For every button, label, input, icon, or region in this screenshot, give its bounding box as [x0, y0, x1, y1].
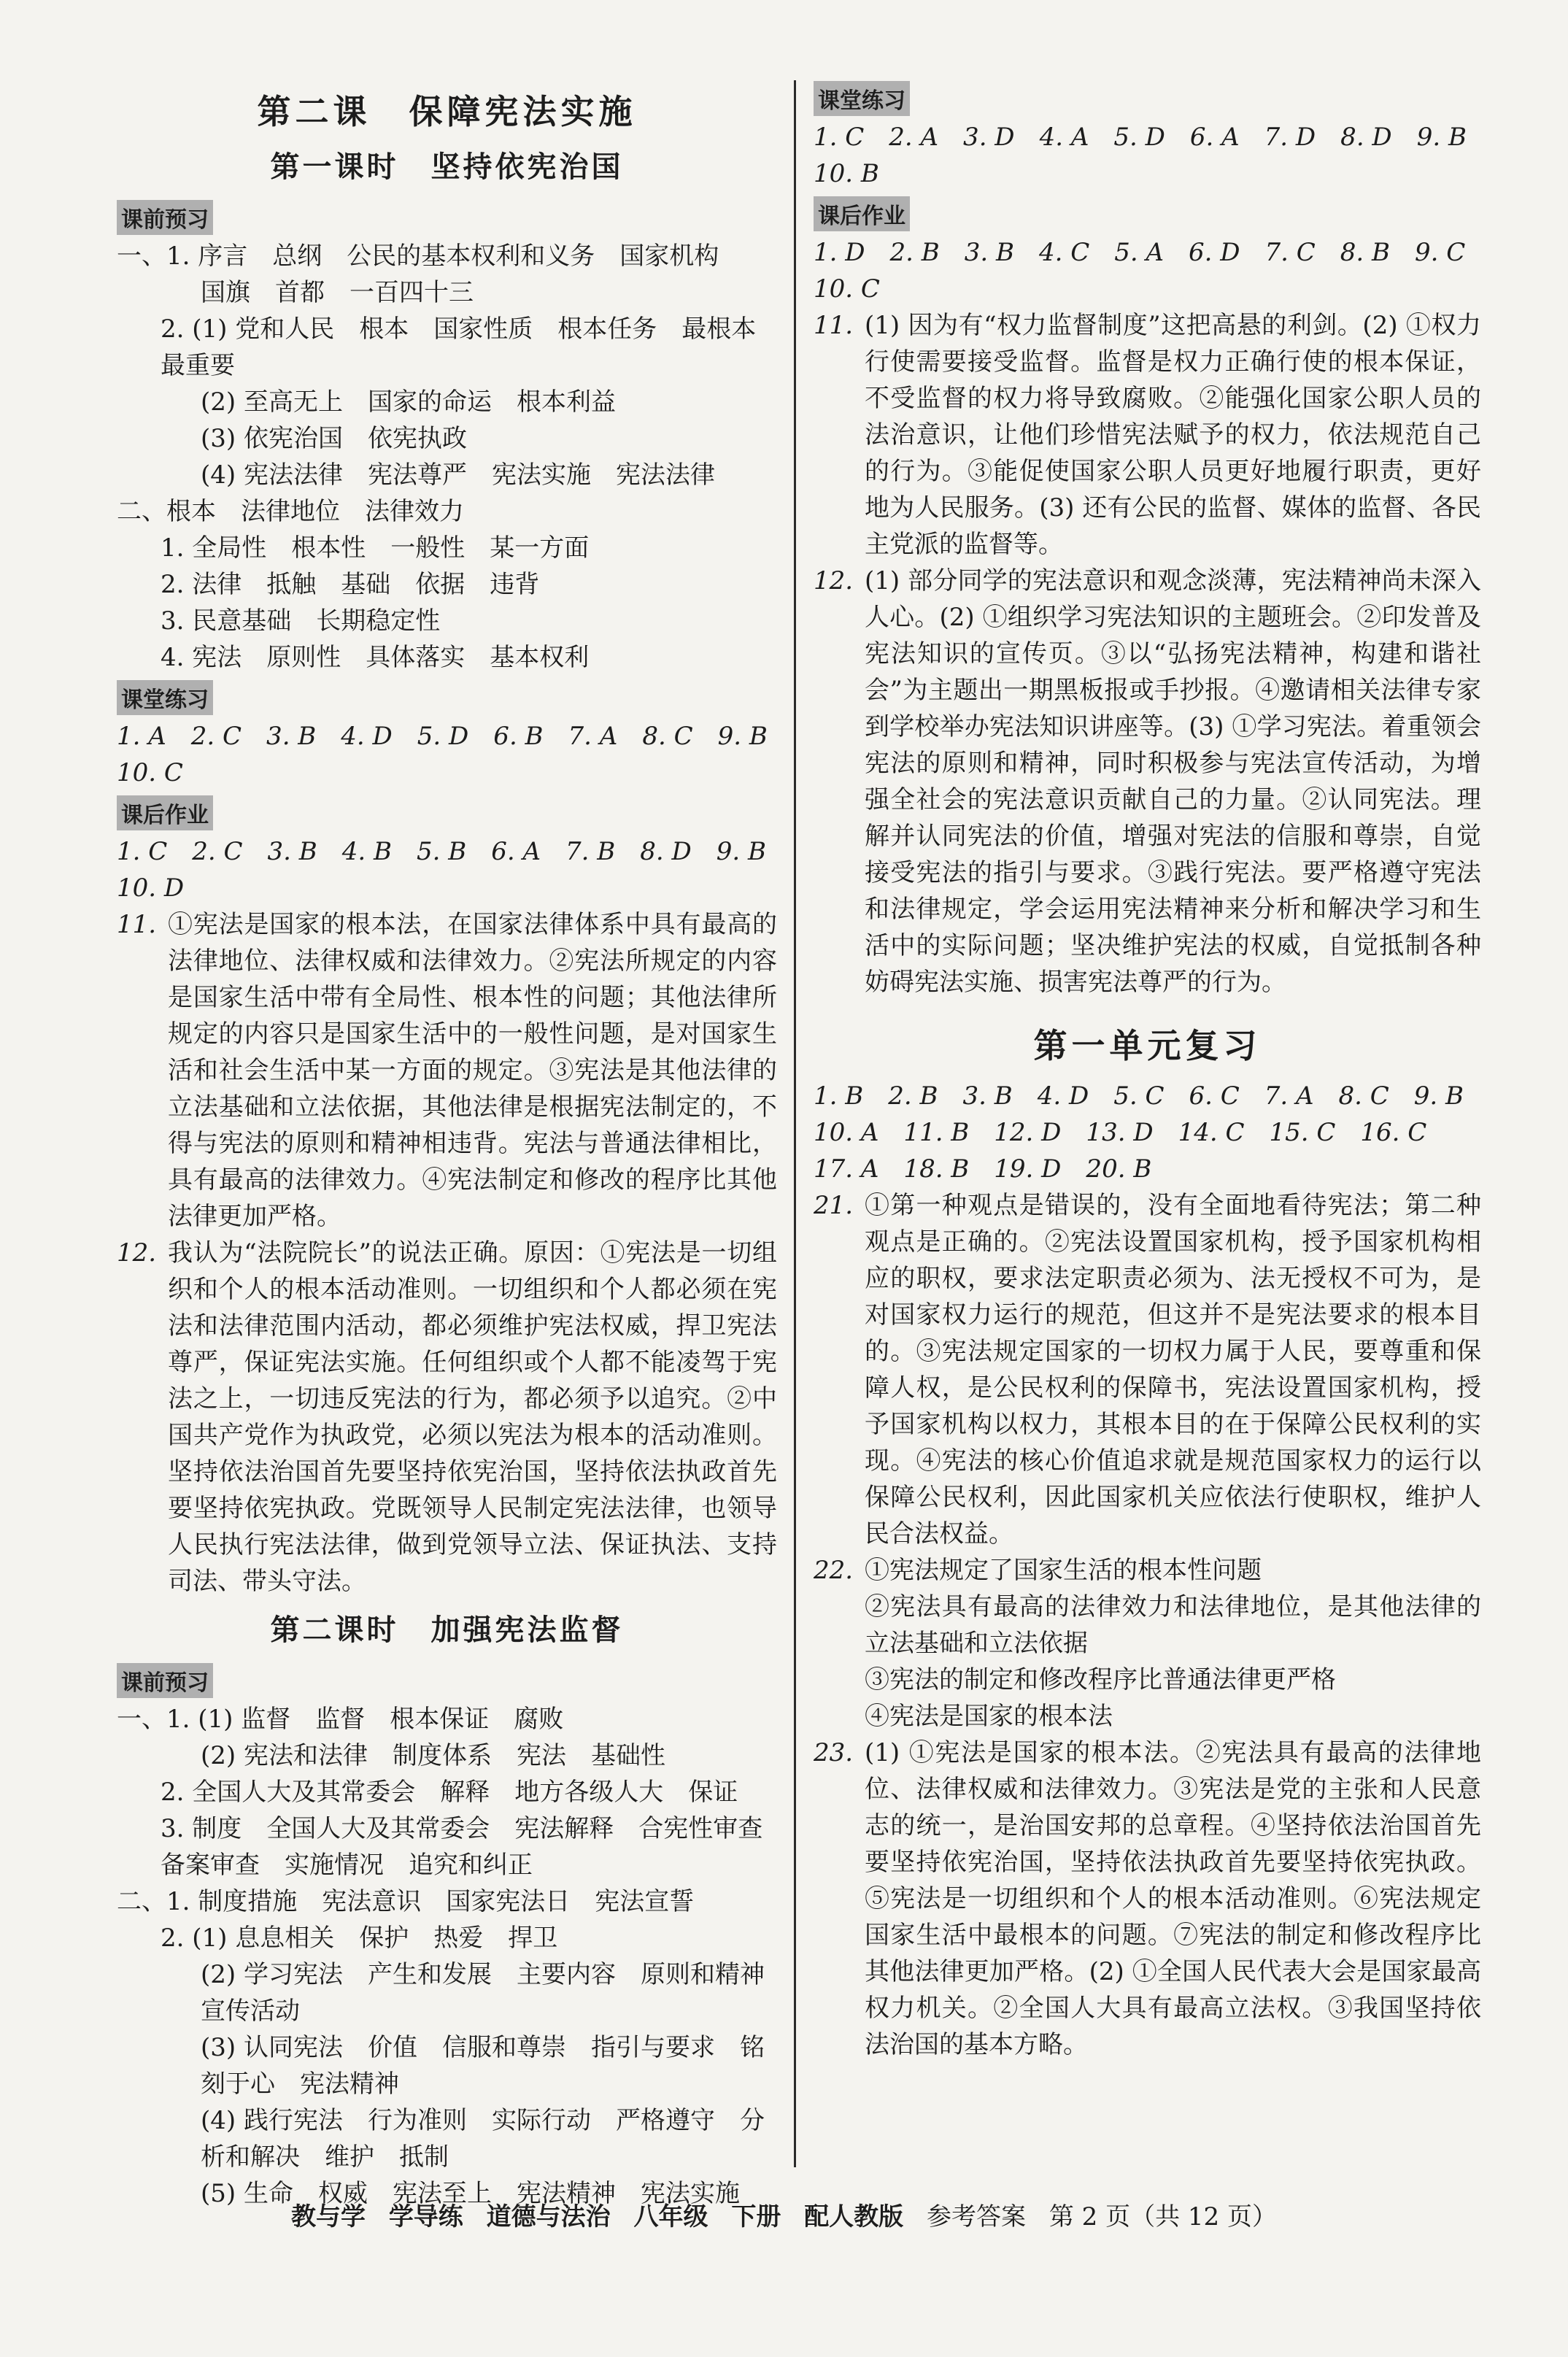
question-answer: ①第一种观点是错误的，没有全面地看待宪法；第二种观点是正确的。②宪法设置国家机构，授予国家机构相应的职权，要求法定职责必须为、法无授权不可为，是对国家权力运行的规范，但这并不是宪法要求的根本目的。③宪法规定国家的一切权力属于人民，要尊重和保障人权，是公民权利的保障书，宪法设置国家机构，授予国家机构以权力，其根本目的在于保障公民权利的实现。④宪法的核心价值追求就是规范国家权力的运行以保障公民权利，因此国家机关应依法行使职权，维护人民合法权益。 [865, 1191, 1481, 1548]
answer-line: 17. A 18. B 19. D 20. B [814, 1154, 1152, 1184]
question-23 [814, 1735, 1481, 2063]
section-tag-preview: 课前预习 [117, 200, 213, 235]
answer-line: 国旗 首都 一百四十三 [201, 278, 474, 307]
answer-line: ①宪法规定了国家生活的根本性问题 [865, 1556, 1262, 1585]
answer-line: ②宪法具有最高的法律效力和法律地位，是其他法律的立法基础和立法依据 [865, 1592, 1481, 1658]
question-answer [865, 1552, 1481, 1735]
question-answer: ①宪法是国家的根本法，在国家法律体系中具有最高的法律地位、法律权威和法律效力。②宪法所规定的内容是国家生活中带有全局性、根本性的问题；其他法律所规定的内容只是国家生活中的一般性问题，是对国家生活和社会生活中某一方面的规定。③宪法是其他法律的立法基础和立法依据，其他法律是根据宪法制定的，不得与宪法的原则和精神相违背。宪法与普通法律相比，具有最高的法律效力。④宪法制定和修改的程序比其他法律更加严格。 [168, 910, 777, 1231]
question-number: 12. [117, 1238, 157, 1268]
column-divider [794, 80, 796, 2167]
answer-line: 3. 制度 全国人大及其常委会 宪法解释 合宪性审查 备案审查 实施情况 追究和纠正 [161, 1814, 788, 1880]
answer-line: 10. D [117, 873, 185, 903]
answer-line: 1. 全局性 根本性 一般性 某一方面 [161, 533, 590, 563]
right-column [814, 77, 1481, 2063]
answer-line: 一、1. 序言 总纲 公民的基本权利和义务 国家机构 [117, 242, 719, 271]
question-number: 22. [814, 1556, 854, 1585]
answer-line: 10. C [117, 758, 183, 787]
question-number: 12. [814, 566, 854, 595]
answer-line: 二、根本 法律地位 法律效力 [117, 497, 464, 526]
answer-line: (2) 学习宪法 产生和发展 主要内容 原则和精神 宣传活动 [201, 1960, 789, 2026]
page-footer [0, 2196, 1568, 2232]
answer-line: 二、1. 制度措施 宪法意识 国家宪法日 宪法宣誓 [117, 1887, 695, 1916]
question-answer: (1) ①宪法是国家的根本法。②宪法具有最高的法律地位、法律权威和法律效力。③宪法是党的主张和人民意志的统一，是治国安邦的总章程。④坚持依法治国首先要坚持依宪治国，坚持依法执政首先要坚持依宪执政。⑤宪法是一切组织和个人的根本活动准则。⑥宪法规定国家生活中最根本的问题。⑦宪法的制定和修改程序比其他法律更加严格。(2) ①全国人民代表大会是国家最高权力机关。②全国人大具有最高立法权。③我国坚持依法治国的基本方略。 [865, 1738, 1481, 2059]
left-column [117, 77, 789, 2212]
question-12 [117, 1235, 777, 1600]
question-number: 11. [117, 910, 157, 939]
question-answer: 我认为“法院院长”的说法正确。原因：①宪法是一切组织和个人的根本活动准则。一切组织和个人都必须在宪法和法律范围内活动，都必须维护宪法权威，捍卫宪法尊严，保证宪法实施。任何组织或个人都不能凌驾于宪法之上，一切违反宪法的行为，都必须予以追究。②中国共产党作为执政党，必须以宪法为根本的活动准则。坚持依法治国首先要坚持依宪治国，坚持依法执政首先要坚持依宪执政。党既领导人民制定宪法法律，也领导人民执行宪法法律，做到党领导立法、保证执法、支持司法、带头守法。 [168, 1238, 777, 1596]
question-answer: (1) 部分同学的宪法意识和观念淡薄，宪法精神尚未深入人心。(2) ①组织学习宪法知识的主题班会。②印发普及宪法知识的宣传页。③以“弘扬宪法精神，构建和谐社会”为主题出一期黑板报或手抄报。④邀请相关法律专家到学校举办宪法知识讲座等。(3) ①学习宪法。着重领会宪法的原则和精神，同时积极参与宪法宣传活动，为增强全社会的宪法意识贡献自己的力量。②认同宪法。理解并认同宪法的价值，增强对宪法的信服和尊崇，自觉接受宪法的指引与要求。③践行宪法。要严格遵守宪法和法律规定，学会运用宪法精神来分析和解决学习和生活中的实际问题；坚决维护宪法的权威，自觉抵制各种妨碍宪法实施、损害宪法尊严的行为。 [865, 566, 1481, 997]
answer-line: 2. (1) 党和人民 根本 国家性质 根本任务 最根本 最重要 [161, 315, 781, 380]
answer-line: ④宪法是国家的根本法 [865, 1702, 1113, 1731]
footer-edition: 配人教版 [804, 2202, 904, 2231]
answer-line: 4. 宪法 原则性 具体落实 基本权利 [161, 643, 590, 672]
unit-review-title: 第一单元复习 [1033, 1026, 1262, 1065]
answer-line: (4) 宪法法律 宪法尊严 宪法实施 宪法法律 [201, 460, 715, 490]
lesson-title: 第二课 保障宪法实施 [257, 92, 637, 131]
answer-line: 3. 民意基础 长期稳定性 [161, 606, 441, 636]
answer-line: 1. D 2. B 3. B 4. C 5. A 6. D 7. C 8. B 9. C [814, 238, 1466, 267]
question-number: 23. [814, 1738, 854, 1767]
footer-page-number: 第 2 页（共 12 页） [1048, 2202, 1278, 2231]
period1-title: 第一课时 坚持依宪治国 [270, 150, 624, 184]
question-answer: (1) 因为有“权力监督制度”这把高悬的利剑。(2) ①权力行使需要接受监督。监督是权力正确行使的根本保证，不受监督的权力将导致腐败。②能强化国家公职人员的法治意识，让他们珍惜宪法赋予的权力，依法规范自己的行为。③能促使国家公职人员更好地履行职责，更好地为人民服务。(3) 还有公民的监督、媒体的监督、各民主党派的监督等。 [865, 311, 1481, 559]
footer-subject: 道德与法治 [486, 2202, 611, 2231]
answer-line: 2. (1) 息息相关 保护 热爱 捍卫 [161, 1924, 558, 1953]
section-tag-homework: 课后作业 [117, 795, 213, 830]
answer-line: 2. 全国人大及其常委会 解释 地方各级人大 保证 [161, 1778, 738, 1807]
footer-volume: 下册 [731, 2202, 781, 2231]
answer-line: 1. B 2. B 3. B 4. D 5. C 6. C 7. A 8. C 9. B [814, 1081, 1464, 1111]
answer-line: 10. A 11. B 12. D 13. D 14. C 15. C 16. C [814, 1118, 1427, 1147]
answer-line: (3) 依宪治国 依宪执政 [201, 424, 467, 453]
answer-line: (3) 认同宪法 价值 信服和尊崇 指引与要求 铭刻于心 宪法精神 [201, 2033, 765, 2099]
answer-line: 1. C 2. C 3. B 4. B 5. B 6. A 7. B 8. D 9. B [117, 837, 766, 866]
question-22 [814, 1552, 1481, 1735]
answer-line: 一、1. (1) 监督 监督 根本保证 腐败 [117, 1705, 564, 1734]
answer-line: (2) 宪法和法律 制度体系 宪法 基础性 [201, 1741, 665, 1770]
answer-line: 2. 法律 抵触 基础 依据 违背 [161, 570, 540, 599]
answer-line: 10. B [814, 159, 879, 188]
section-tag-classwork: 课堂练习 [117, 680, 213, 715]
answer-line: 1. C 2. A 3. D 4. A 5. D 6. A 7. D 8. D 9. B [814, 123, 1467, 152]
question-21 [814, 1187, 1481, 1552]
question-11 [117, 906, 777, 1235]
question-number: 21. [814, 1191, 854, 1220]
question-12 [814, 563, 1481, 1000]
footer-brand1: 教与学 [290, 2202, 366, 2231]
period2-title: 第二课时 加强宪法监督 [270, 1613, 624, 1647]
footer-brand2: 学导练 [388, 2202, 463, 2231]
footer-label: 参考答案 [927, 2202, 1027, 2231]
answer-line: (2) 至高无上 国家的命运 根本利益 [201, 387, 616, 417]
question-number: 11. [814, 311, 854, 340]
section-tag-homework: 课后作业 [814, 196, 910, 231]
answer-line: (4) 践行宪法 行为准则 实际行动 严格遵守 分析和解决 维护 抵制 [201, 2106, 765, 2172]
section-tag-preview-2: 课前预习 [117, 1663, 213, 1698]
question-11 [814, 307, 1481, 563]
answer-line: 1. A 2. C 3. B 4. D 5. D 6. B 7. A 8. C 9. B [117, 722, 768, 751]
answer-line: ③宪法的制定和修改程序比普通法律更严格 [865, 1665, 1336, 1694]
answer-line: 10. C [814, 274, 880, 304]
section-tag-classwork: 课堂练习 [814, 81, 910, 116]
footer-grade: 八年级 [633, 2202, 708, 2231]
answer-line: (5) 生命 权威 宪法至上 宪法精神 宪法实施 [201, 2179, 740, 2208]
